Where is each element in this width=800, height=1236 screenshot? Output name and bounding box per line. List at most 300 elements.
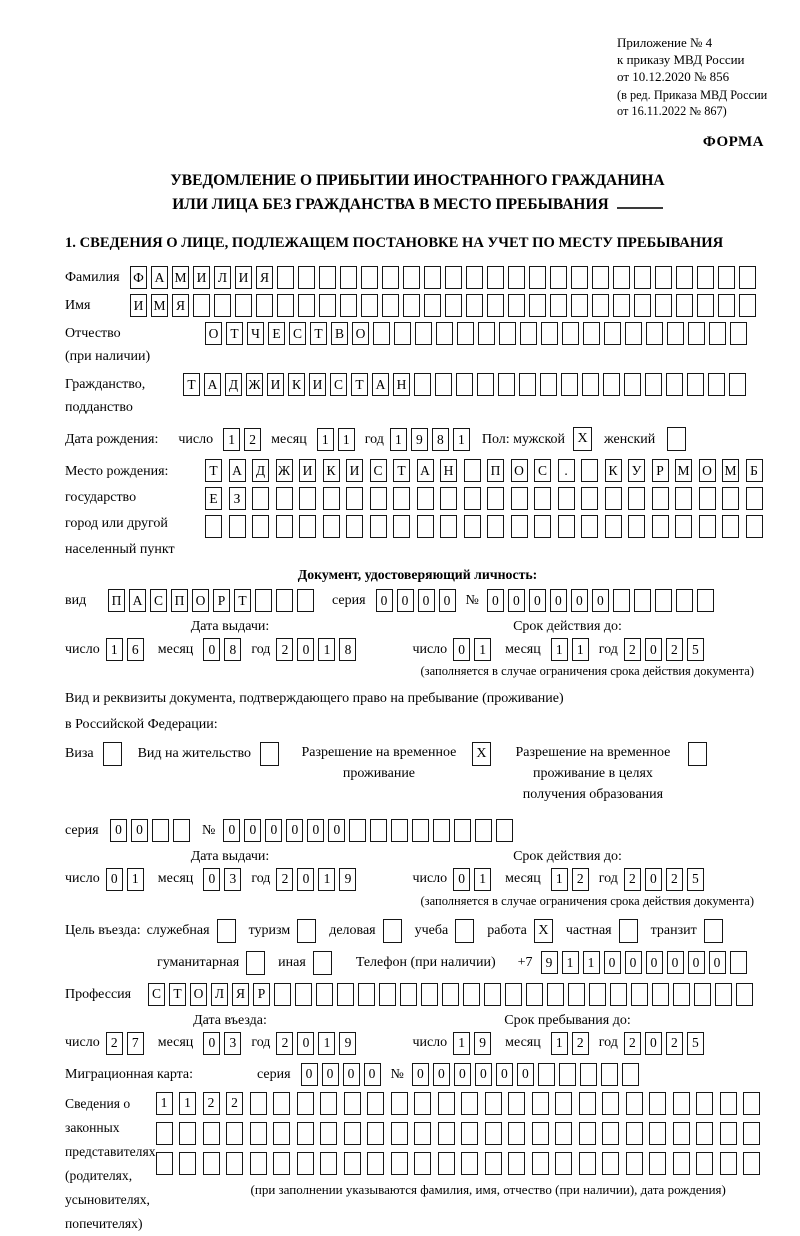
char-cell[interactable]: [461, 1122, 478, 1145]
char-cell[interactable]: [340, 266, 357, 289]
char-cell[interactable]: [508, 266, 525, 289]
char-cell[interactable]: 0: [645, 638, 662, 661]
char-cell[interactable]: 0: [517, 1063, 534, 1086]
char-cell[interactable]: [205, 515, 222, 538]
char-cell[interactable]: 0: [709, 951, 726, 974]
char-cell[interactable]: [442, 983, 459, 1006]
char-cell[interactable]: [417, 515, 434, 538]
char-cell[interactable]: [152, 819, 169, 842]
char-cell[interactable]: [603, 373, 620, 396]
char-cell[interactable]: О: [205, 322, 222, 345]
char-cell[interactable]: Е: [205, 487, 222, 510]
char-cell[interactable]: Т: [234, 589, 251, 612]
char-cell[interactable]: [520, 322, 537, 345]
char-cell[interactable]: 1: [551, 868, 568, 891]
char-cell[interactable]: 1: [453, 428, 470, 451]
char-cell[interactable]: [532, 1092, 549, 1115]
char-cell[interactable]: [602, 1122, 619, 1145]
char-cell[interactable]: [391, 1152, 408, 1175]
char-cell[interactable]: 2: [276, 638, 293, 661]
char-cell[interactable]: Т: [351, 373, 368, 396]
char-cell[interactable]: [718, 294, 735, 317]
char-cell[interactable]: [696, 1152, 713, 1175]
char-cell[interactable]: [414, 1092, 431, 1115]
char-cell[interactable]: [273, 1152, 290, 1175]
char-cell[interactable]: 0: [244, 819, 261, 842]
char-cell[interactable]: [438, 1122, 455, 1145]
char-cell[interactable]: [583, 322, 600, 345]
char-cell[interactable]: [559, 1063, 576, 1086]
char-cell[interactable]: 0: [646, 951, 663, 974]
char-cell[interactable]: [555, 1122, 572, 1145]
char-cell[interactable]: [666, 373, 683, 396]
char-cell[interactable]: [592, 266, 609, 289]
char-cell[interactable]: [412, 819, 429, 842]
char-cell[interactable]: 1: [583, 951, 600, 974]
char-cell[interactable]: 2: [624, 1032, 641, 1055]
char-cell[interactable]: 0: [433, 1063, 450, 1086]
char-cell[interactable]: [571, 266, 588, 289]
char-cell[interactable]: [344, 1152, 361, 1175]
char-cell[interactable]: [579, 1152, 596, 1175]
char-cell[interactable]: [276, 589, 293, 612]
char-cell[interactable]: [477, 373, 494, 396]
char-cell[interactable]: [673, 1122, 690, 1145]
char-cell[interactable]: О: [190, 983, 207, 1006]
char-cell[interactable]: 0: [397, 589, 414, 612]
purpose-chastnaya-checkbox[interactable]: [619, 919, 638, 943]
char-cell[interactable]: 0: [223, 819, 240, 842]
char-cell[interactable]: [276, 487, 293, 510]
char-cell[interactable]: 0: [110, 819, 127, 842]
char-cell[interactable]: [652, 983, 669, 1006]
char-cell[interactable]: [391, 1122, 408, 1145]
char-cell[interactable]: [400, 983, 417, 1006]
char-cell[interactable]: 8: [224, 638, 241, 661]
char-cell[interactable]: [496, 819, 513, 842]
char-cell[interactable]: [676, 294, 693, 317]
char-cell[interactable]: 0: [604, 951, 621, 974]
char-cell[interactable]: [626, 1152, 643, 1175]
char-cell[interactable]: [252, 487, 269, 510]
char-cell[interactable]: [602, 1152, 619, 1175]
char-cell[interactable]: [688, 322, 705, 345]
char-cell[interactable]: 0: [203, 638, 220, 661]
char-cell[interactable]: [645, 373, 662, 396]
char-cell[interactable]: [344, 1092, 361, 1115]
char-cell[interactable]: Ч: [247, 322, 264, 345]
char-cell[interactable]: [226, 1122, 243, 1145]
char-cell[interactable]: [675, 515, 692, 538]
char-cell[interactable]: [722, 515, 739, 538]
purpose-turizm-checkbox[interactable]: [297, 919, 316, 943]
char-cell[interactable]: [298, 266, 315, 289]
char-cell[interactable]: 1: [572, 638, 589, 661]
char-cell[interactable]: 0: [286, 819, 303, 842]
char-cell[interactable]: 1: [223, 428, 240, 451]
char-cell[interactable]: [484, 983, 501, 1006]
char-cell[interactable]: Е: [268, 322, 285, 345]
char-cell[interactable]: Т: [169, 983, 186, 1006]
char-cell[interactable]: 2: [276, 868, 293, 891]
char-cell[interactable]: [655, 294, 672, 317]
char-cell[interactable]: 2: [226, 1092, 243, 1115]
char-cell[interactable]: 0: [301, 1063, 318, 1086]
char-cell[interactable]: [485, 1152, 502, 1175]
char-cell[interactable]: [508, 1152, 525, 1175]
char-cell[interactable]: [718, 266, 735, 289]
char-cell[interactable]: 3: [224, 868, 241, 891]
char-cell[interactable]: 0: [688, 951, 705, 974]
char-cell[interactable]: 1: [551, 638, 568, 661]
char-cell[interactable]: И: [193, 266, 210, 289]
purpose-tranzit-checkbox[interactable]: [704, 919, 723, 943]
char-cell[interactable]: 2: [203, 1092, 220, 1115]
char-cell[interactable]: М: [151, 294, 168, 317]
char-cell[interactable]: [358, 983, 375, 1006]
char-cell[interactable]: [466, 266, 483, 289]
char-cell[interactable]: [561, 373, 578, 396]
char-cell[interactable]: [581, 459, 598, 482]
char-cell[interactable]: [541, 322, 558, 345]
char-cell[interactable]: Я: [232, 983, 249, 1006]
char-cell[interactable]: 0: [645, 868, 662, 891]
char-cell[interactable]: 0: [508, 589, 525, 612]
char-cell[interactable]: [370, 819, 387, 842]
visa-checkbox[interactable]: [103, 742, 122, 766]
char-cell[interactable]: 0: [453, 638, 470, 661]
char-cell[interactable]: И: [299, 459, 316, 482]
char-cell[interactable]: [203, 1122, 220, 1145]
char-cell[interactable]: 1: [338, 428, 355, 451]
char-cell[interactable]: [340, 294, 357, 317]
char-cell[interactable]: [320, 1092, 337, 1115]
char-cell[interactable]: [694, 983, 711, 1006]
char-cell[interactable]: О: [511, 459, 528, 482]
char-cell[interactable]: [526, 983, 543, 1006]
char-cell[interactable]: [440, 515, 457, 538]
char-cell[interactable]: [445, 294, 462, 317]
char-cell[interactable]: [676, 266, 693, 289]
char-cell[interactable]: [532, 1122, 549, 1145]
char-cell[interactable]: [179, 1122, 196, 1145]
char-cell[interactable]: [558, 487, 575, 510]
char-cell[interactable]: [424, 294, 441, 317]
char-cell[interactable]: 0: [439, 589, 456, 612]
char-cell[interactable]: [550, 294, 567, 317]
char-cell[interactable]: [562, 322, 579, 345]
char-cell[interactable]: 2: [666, 638, 683, 661]
char-cell[interactable]: [391, 819, 408, 842]
char-cell[interactable]: [485, 1092, 502, 1115]
char-cell[interactable]: [699, 515, 716, 538]
char-cell[interactable]: О: [192, 589, 209, 612]
char-cell[interactable]: [498, 373, 515, 396]
char-cell[interactable]: З: [229, 487, 246, 510]
char-cell[interactable]: 0: [412, 1063, 429, 1086]
char-cell[interactable]: [349, 819, 366, 842]
char-cell[interactable]: [435, 373, 452, 396]
char-cell[interactable]: М: [172, 266, 189, 289]
char-cell[interactable]: Т: [310, 322, 327, 345]
char-cell[interactable]: И: [130, 294, 147, 317]
char-cell[interactable]: 2: [106, 1032, 123, 1055]
char-cell[interactable]: [464, 487, 481, 510]
char-cell[interactable]: [499, 322, 516, 345]
char-cell[interactable]: [298, 294, 315, 317]
char-cell[interactable]: А: [417, 459, 434, 482]
char-cell[interactable]: [626, 1092, 643, 1115]
char-cell[interactable]: 1: [318, 868, 335, 891]
char-cell[interactable]: [487, 515, 504, 538]
char-cell[interactable]: К: [323, 459, 340, 482]
char-cell[interactable]: 2: [572, 868, 589, 891]
char-cell[interactable]: [361, 294, 378, 317]
char-cell[interactable]: [613, 266, 630, 289]
char-cell[interactable]: Я: [172, 294, 189, 317]
char-cell[interactable]: С: [148, 983, 165, 1006]
char-cell[interactable]: [547, 983, 564, 1006]
char-cell[interactable]: [193, 294, 210, 317]
char-cell[interactable]: 0: [487, 589, 504, 612]
char-cell[interactable]: 9: [339, 1032, 356, 1055]
char-cell[interactable]: 1: [562, 951, 579, 974]
char-cell[interactable]: У: [628, 459, 645, 482]
sex-male-checkbox[interactable]: X: [573, 427, 592, 451]
char-cell[interactable]: [532, 1152, 549, 1175]
char-cell[interactable]: [203, 1152, 220, 1175]
purpose-delovaya-checkbox[interactable]: [383, 919, 402, 943]
char-cell[interactable]: [743, 1122, 760, 1145]
char-cell[interactable]: [511, 487, 528, 510]
char-cell[interactable]: 1: [474, 638, 491, 661]
char-cell[interactable]: 0: [376, 589, 393, 612]
char-cell[interactable]: 5: [687, 868, 704, 891]
char-cell[interactable]: [715, 983, 732, 1006]
char-cell[interactable]: [173, 819, 190, 842]
char-cell[interactable]: 0: [475, 1063, 492, 1086]
char-cell[interactable]: [655, 589, 672, 612]
char-cell[interactable]: С: [289, 322, 306, 345]
char-cell[interactable]: [613, 294, 630, 317]
char-cell[interactable]: [729, 373, 746, 396]
char-cell[interactable]: 2: [666, 868, 683, 891]
char-cell[interactable]: [508, 294, 525, 317]
char-cell[interactable]: 2: [244, 428, 261, 451]
char-cell[interactable]: [720, 1092, 737, 1115]
char-cell[interactable]: [605, 487, 622, 510]
char-cell[interactable]: [652, 487, 669, 510]
char-cell[interactable]: 0: [297, 638, 314, 661]
char-cell[interactable]: [675, 487, 692, 510]
char-cell[interactable]: 0: [418, 589, 435, 612]
char-cell[interactable]: [273, 1122, 290, 1145]
char-cell[interactable]: [277, 266, 294, 289]
char-cell[interactable]: [511, 515, 528, 538]
char-cell[interactable]: [487, 294, 504, 317]
char-cell[interactable]: [634, 266, 651, 289]
char-cell[interactable]: [299, 515, 316, 538]
char-cell[interactable]: [274, 983, 291, 1006]
char-cell[interactable]: [540, 373, 557, 396]
char-cell[interactable]: 0: [453, 868, 470, 891]
char-cell[interactable]: 9: [474, 1032, 491, 1055]
char-cell[interactable]: [414, 373, 431, 396]
char-cell[interactable]: [649, 1122, 666, 1145]
char-cell[interactable]: [604, 322, 621, 345]
char-cell[interactable]: [519, 373, 536, 396]
char-cell[interactable]: [415, 322, 432, 345]
char-cell[interactable]: С: [330, 373, 347, 396]
char-cell[interactable]: 9: [339, 868, 356, 891]
char-cell[interactable]: О: [352, 322, 369, 345]
char-cell[interactable]: [393, 487, 410, 510]
char-cell[interactable]: 1: [156, 1092, 173, 1115]
char-cell[interactable]: [529, 294, 546, 317]
char-cell[interactable]: [628, 487, 645, 510]
char-cell[interactable]: 1: [318, 638, 335, 661]
char-cell[interactable]: 8: [432, 428, 449, 451]
char-cell[interactable]: [589, 983, 606, 1006]
char-cell[interactable]: [461, 1152, 478, 1175]
char-cell[interactable]: [319, 294, 336, 317]
char-cell[interactable]: [743, 1152, 760, 1175]
char-cell[interactable]: [370, 515, 387, 538]
char-cell[interactable]: 9: [541, 951, 558, 974]
char-cell[interactable]: 0: [203, 868, 220, 891]
char-cell[interactable]: П: [171, 589, 188, 612]
char-cell[interactable]: 0: [571, 589, 588, 612]
char-cell[interactable]: 1: [390, 428, 407, 451]
char-cell[interactable]: [466, 294, 483, 317]
char-cell[interactable]: [508, 1092, 525, 1115]
char-cell[interactable]: К: [288, 373, 305, 396]
char-cell[interactable]: [558, 515, 575, 538]
char-cell[interactable]: 2: [572, 1032, 589, 1055]
char-cell[interactable]: 0: [322, 1063, 339, 1086]
char-cell[interactable]: И: [346, 459, 363, 482]
char-cell[interactable]: [464, 459, 481, 482]
char-cell[interactable]: Л: [214, 266, 231, 289]
char-cell[interactable]: А: [151, 266, 168, 289]
char-cell[interactable]: [276, 515, 293, 538]
char-cell[interactable]: [461, 1092, 478, 1115]
char-cell[interactable]: [229, 515, 246, 538]
char-cell[interactable]: 1: [179, 1092, 196, 1115]
char-cell[interactable]: 0: [496, 1063, 513, 1086]
char-cell[interactable]: [295, 983, 312, 1006]
temp-residence-checkbox[interactable]: X: [472, 742, 491, 766]
char-cell[interactable]: [505, 983, 522, 1006]
char-cell[interactable]: [746, 515, 763, 538]
char-cell[interactable]: [582, 373, 599, 396]
char-cell[interactable]: 0: [529, 589, 546, 612]
char-cell[interactable]: [379, 983, 396, 1006]
char-cell[interactable]: [344, 1122, 361, 1145]
char-cell[interactable]: А: [204, 373, 221, 396]
char-cell[interactable]: [394, 322, 411, 345]
char-cell[interactable]: 0: [625, 951, 642, 974]
char-cell[interactable]: 0: [265, 819, 282, 842]
char-cell[interactable]: [613, 589, 630, 612]
char-cell[interactable]: Я: [256, 266, 273, 289]
char-cell[interactable]: [367, 1122, 384, 1145]
char-cell[interactable]: [316, 983, 333, 1006]
char-cell[interactable]: [440, 487, 457, 510]
char-cell[interactable]: [297, 589, 314, 612]
char-cell[interactable]: 2: [624, 868, 641, 891]
char-cell[interactable]: [346, 515, 363, 538]
char-cell[interactable]: [649, 1092, 666, 1115]
char-cell[interactable]: [214, 294, 231, 317]
char-cell[interactable]: [739, 294, 756, 317]
char-cell[interactable]: 6: [127, 638, 144, 661]
char-cell[interactable]: 1: [453, 1032, 470, 1055]
char-cell[interactable]: [277, 294, 294, 317]
char-cell[interactable]: [156, 1152, 173, 1175]
char-cell[interactable]: [226, 1152, 243, 1175]
char-cell[interactable]: [346, 487, 363, 510]
char-cell[interactable]: [320, 1122, 337, 1145]
char-cell[interactable]: [475, 819, 492, 842]
char-cell[interactable]: [445, 266, 462, 289]
char-cell[interactable]: 8: [339, 638, 356, 661]
char-cell[interactable]: [319, 266, 336, 289]
char-cell[interactable]: [571, 294, 588, 317]
char-cell[interactable]: [730, 951, 747, 974]
char-cell[interactable]: [367, 1152, 384, 1175]
purpose-gumanitarnaya-checkbox[interactable]: [246, 951, 265, 975]
char-cell[interactable]: [529, 266, 546, 289]
char-cell[interactable]: [579, 1092, 596, 1115]
char-cell[interactable]: [625, 322, 642, 345]
char-cell[interactable]: .: [558, 459, 575, 482]
char-cell[interactable]: А: [129, 589, 146, 612]
char-cell[interactable]: [478, 322, 495, 345]
char-cell[interactable]: [610, 983, 627, 1006]
char-cell[interactable]: [393, 515, 410, 538]
char-cell[interactable]: [673, 1092, 690, 1115]
char-cell[interactable]: И: [235, 266, 252, 289]
char-cell[interactable]: [235, 294, 252, 317]
char-cell[interactable]: П: [487, 459, 504, 482]
char-cell[interactable]: [485, 1122, 502, 1145]
char-cell[interactable]: Т: [205, 459, 222, 482]
char-cell[interactable]: Т: [183, 373, 200, 396]
char-cell[interactable]: [337, 983, 354, 1006]
char-cell[interactable]: [250, 1092, 267, 1115]
char-cell[interactable]: [580, 1063, 597, 1086]
char-cell[interactable]: [538, 1063, 555, 1086]
char-cell[interactable]: [361, 266, 378, 289]
char-cell[interactable]: 3: [224, 1032, 241, 1055]
char-cell[interactable]: 1: [106, 638, 123, 661]
char-cell[interactable]: [708, 373, 725, 396]
char-cell[interactable]: В: [331, 322, 348, 345]
char-cell[interactable]: [601, 1063, 618, 1086]
char-cell[interactable]: [646, 322, 663, 345]
char-cell[interactable]: [367, 1092, 384, 1115]
purpose-ucheba-checkbox[interactable]: [455, 919, 474, 943]
char-cell[interactable]: 0: [307, 819, 324, 842]
char-cell[interactable]: [297, 1152, 314, 1175]
char-cell[interactable]: [722, 487, 739, 510]
char-cell[interactable]: 0: [364, 1063, 381, 1086]
char-cell[interactable]: [297, 1122, 314, 1145]
char-cell[interactable]: 0: [550, 589, 567, 612]
char-cell[interactable]: [697, 294, 714, 317]
char-cell[interactable]: М: [722, 459, 739, 482]
